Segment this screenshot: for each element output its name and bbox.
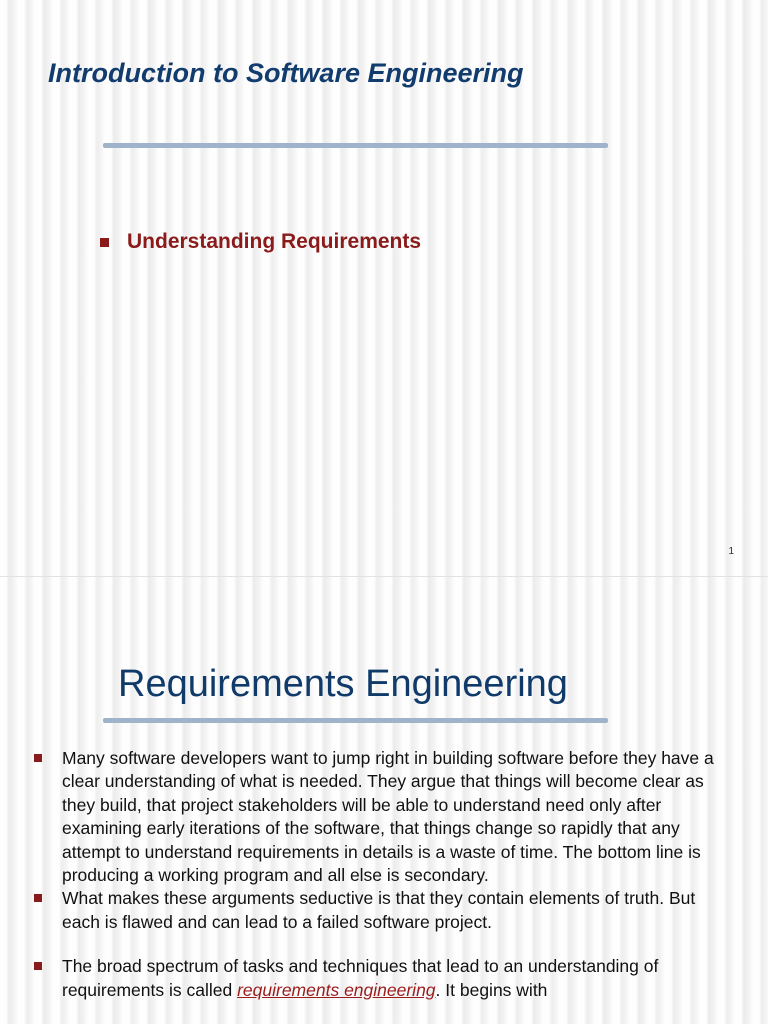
title-underline [103,143,608,148]
bullet-list [34,747,734,1002]
title-underline [103,718,608,723]
square-bullet-icon [34,754,42,762]
square-bullet-icon [100,238,109,247]
slide-1-bullet [100,230,421,254]
bullet-text: Many software developers want to jump right in building software before they have a clear understanding of what is needed. They argue that things will become clear as they build, that project stakeholders will be able to understand need only after examining early iterations of the software, that things change so rapidly that any attempt to understand requirements in details is a waste of time. The bottom line is producing a working program and all else is secondary. [62,748,714,886]
slide-2 [0,577,768,1024]
bullet-text-before: The broad spectrum of tasks and techniques that lead to an understanding of requirements is called [62,956,659,1000]
slide-2-title: Requirements Engineering [118,663,568,705]
bullet-item [34,955,734,1002]
square-bullet-icon [34,894,42,902]
slide-1-bullet-text: Understanding Requirements [127,230,422,253]
bullet-item [34,887,734,934]
bullet-text: What makes these arguments seductive is that they contain elements of truth. But each is flawed and can lead to a failed software project. [62,888,696,932]
bullet-item [34,747,734,887]
slide-number: 1 [728,546,734,557]
square-bullet-icon [34,962,42,970]
requirements-engineering-term: requirements engineering [237,979,436,1000]
bullet-text-after: . It begins with [435,979,548,1000]
slide-1-title: Introduction to Software Engineering [48,58,524,88]
